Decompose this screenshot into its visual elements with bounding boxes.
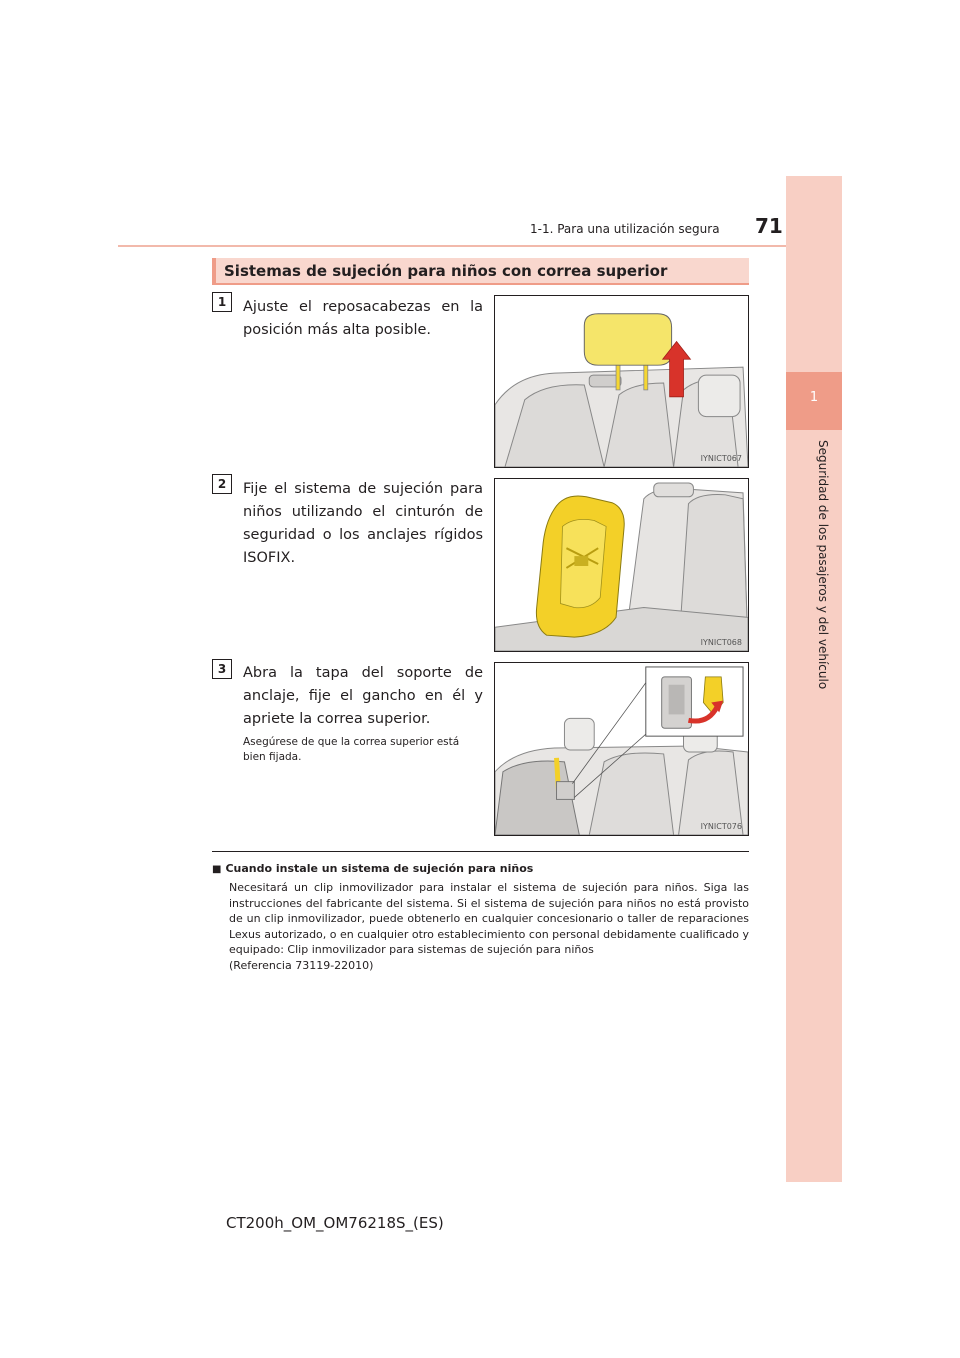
step-1-image-code: IYNICT067: [700, 454, 742, 463]
note-divider: [212, 851, 749, 852]
step-1-text: Ajuste el reposacabezas en la posición más alta posible.: [243, 299, 483, 338]
step-2-illustration: [494, 478, 749, 652]
section-heading-accent: [212, 258, 216, 283]
step-3-note: Asegúrese de que la correa superior está bien fijada.: [243, 736, 460, 763]
header-divider: [118, 245, 841, 247]
step-2-number: 2: [212, 474, 232, 494]
chapter-title: Seguridad de los pasajeros y del vehículo: [816, 440, 830, 690]
chapter-number: 1: [809, 390, 819, 405]
headrest-raise-illustration: [495, 296, 748, 467]
step-2-text: Fije el sistema de sujeción para niños utilizando el cinturón de seguridad o los anclajes rígidos ISOFIX.: [243, 481, 483, 566]
page-number: 71: [755, 214, 783, 238]
step-2-image-code: IYNICT068: [700, 638, 742, 647]
step-1-illustration: [494, 295, 749, 468]
step-3-number: 3: [212, 659, 232, 679]
top-tether-anchor-illustration: [495, 663, 748, 835]
header-section-label: 1-1. Para una utilización segura: [530, 222, 720, 236]
step-3-image-code: IYNICT076: [700, 822, 742, 831]
info-note-title: [212, 862, 533, 875]
square-bullet-icon: ■: [212, 864, 222, 875]
section-title: Sistemas de sujeción para niños con correa superior: [224, 262, 668, 280]
document-code: CT200h_OM_OM76218S_(ES): [226, 1214, 444, 1232]
step-3-illustration: [494, 662, 749, 836]
section-heading: [212, 258, 749, 285]
step-3-text: Abra la tapa del soporte de anclaje, fije el gancho en él y apriete la correa superior.: [243, 665, 483, 727]
info-note-reference: (Referencia 73119-22010): [229, 958, 374, 972]
info-note-body: [229, 880, 749, 974]
child-seat-illustration: [495, 479, 748, 651]
info-note-title-text: Cuando instale un sistema de sujeción para niños: [225, 862, 534, 875]
info-note-text: Necesitará un clip inmovilizador para instalar el sistema de sujeción para niños. Siga las instrucciones del fabricante del sistema. Si el sistema de sujeción para niños no está provisto de un clip inmovilizador, puede obtenerlo en cualquier concesionario o taller de reparaciones Lexus autorizado, o en cualquier otro establecimiento con personal debidamente cualificado y equipado: Clip inmovilizador para sistemas de sujeción para niños: [229, 881, 750, 957]
step-1-number: 1: [212, 292, 232, 312]
